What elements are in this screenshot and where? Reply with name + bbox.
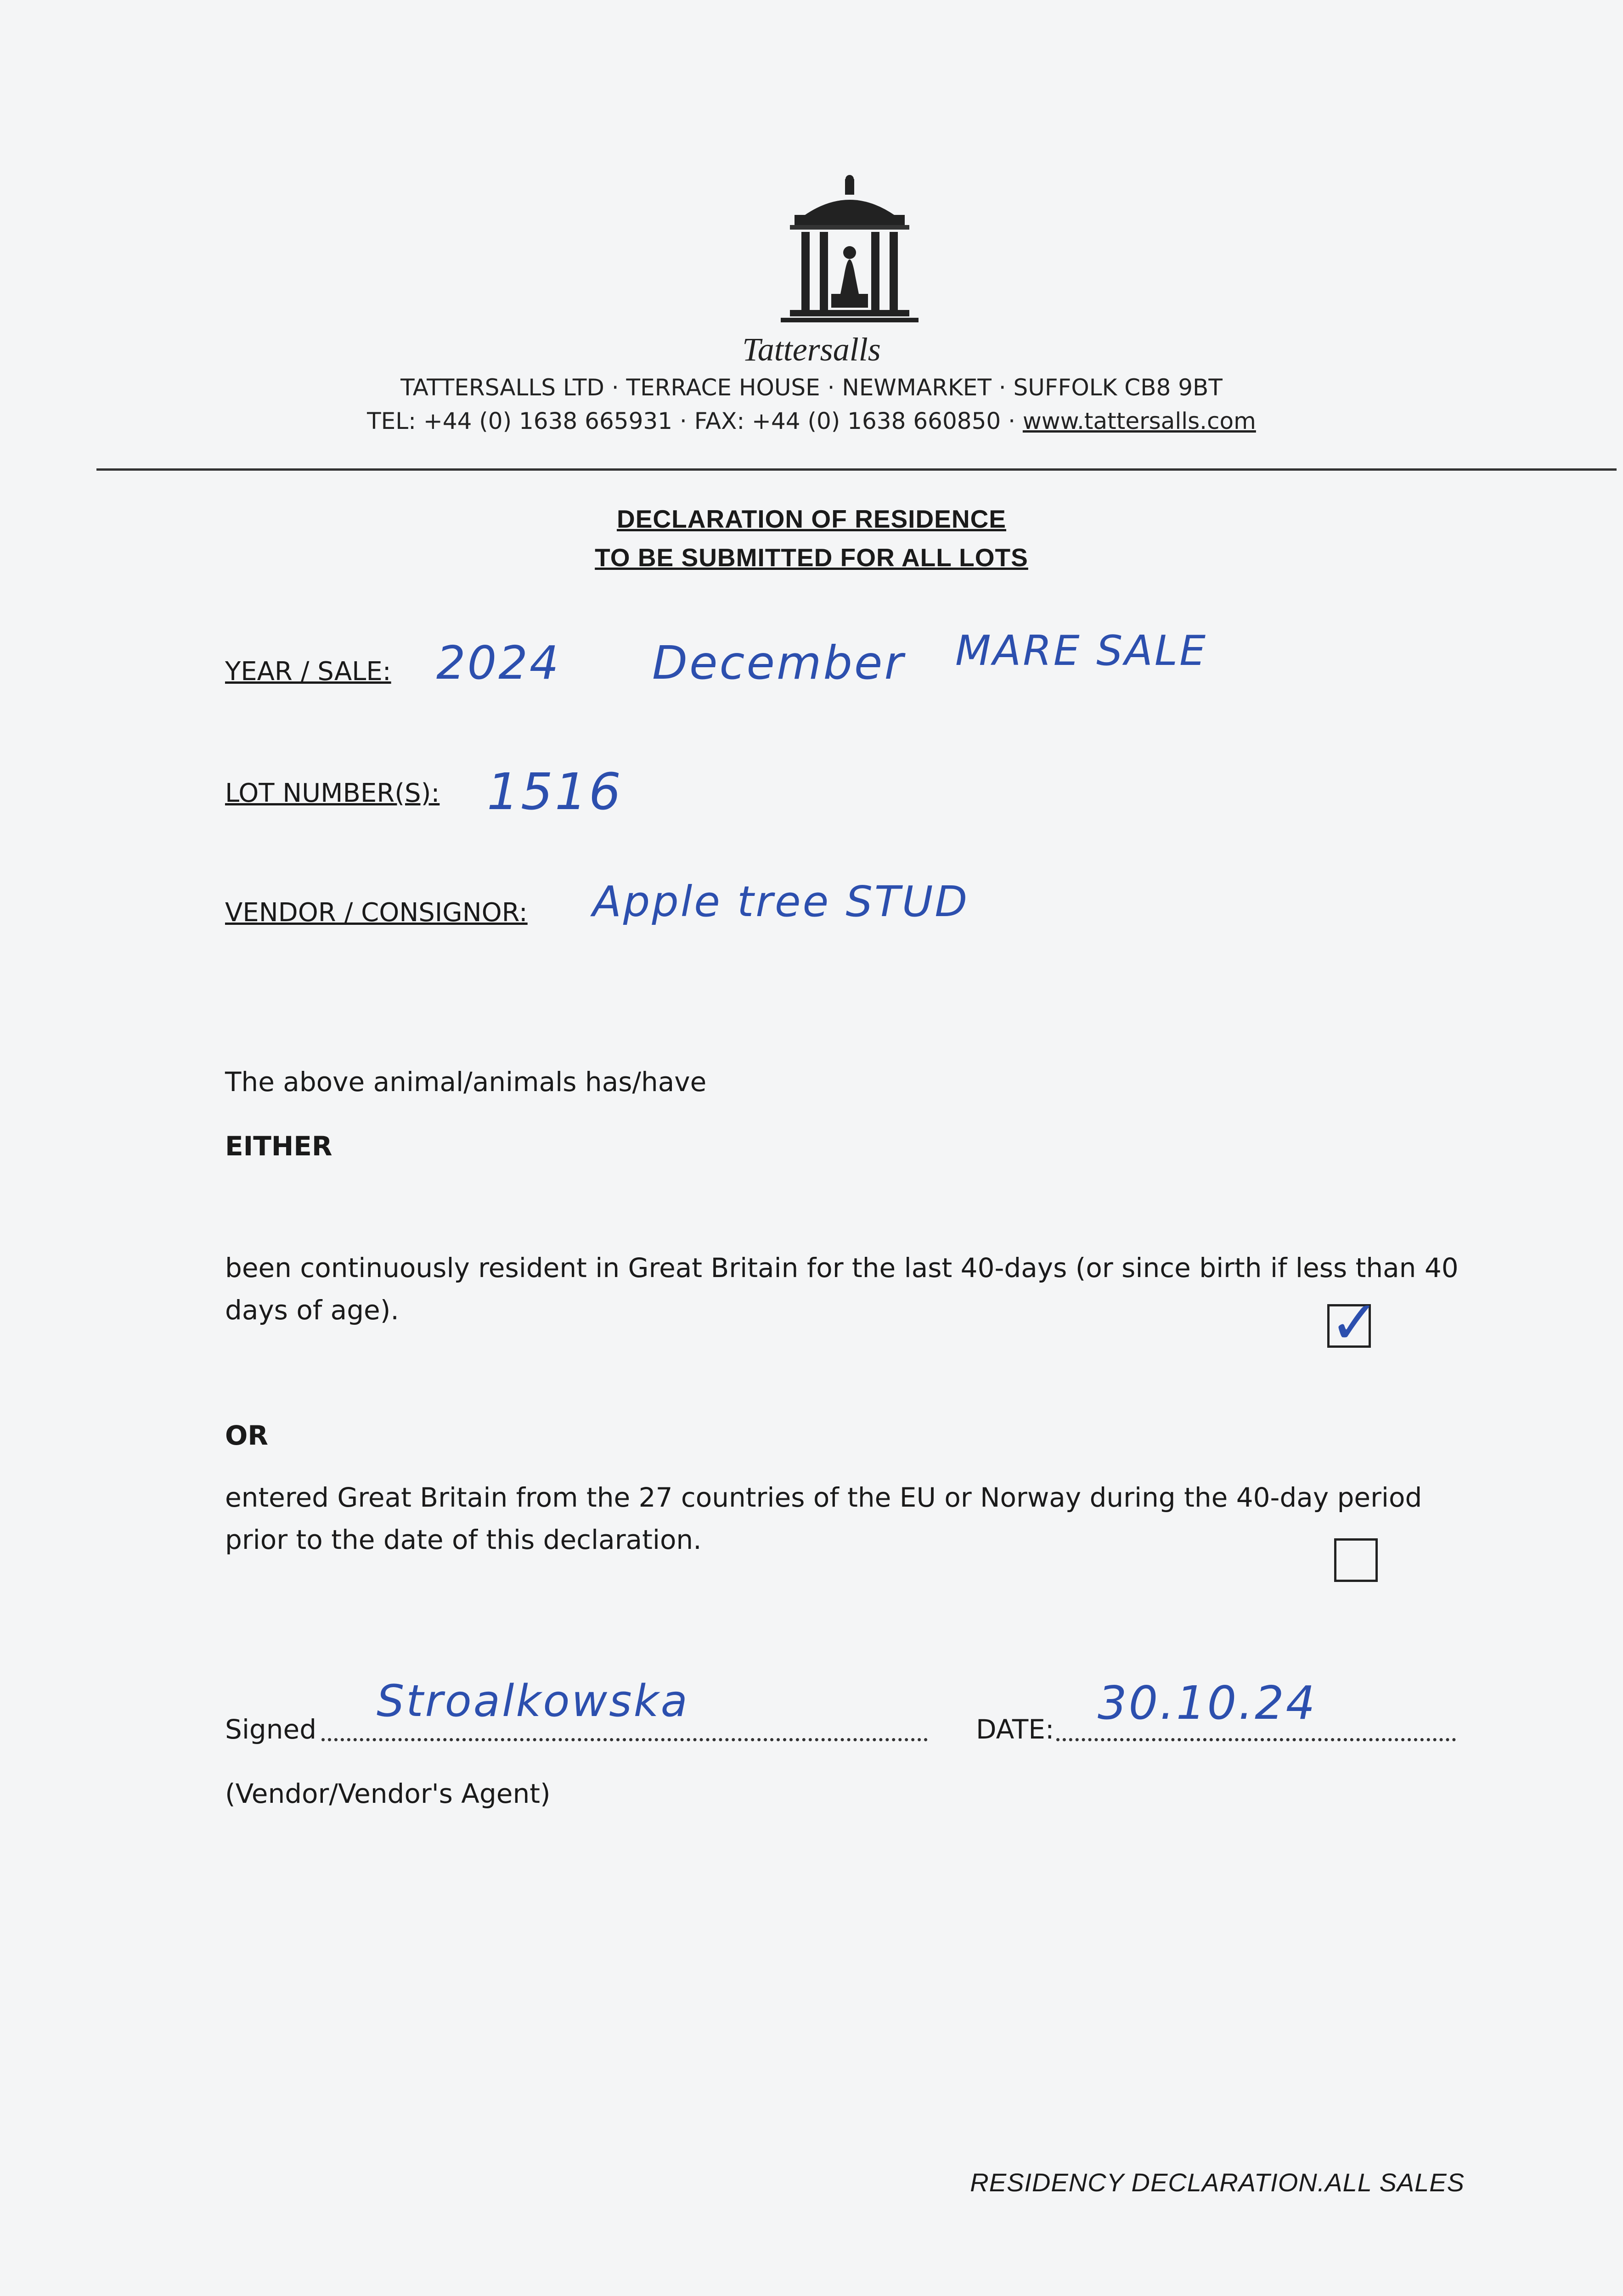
footer-reference: RESIDENCY DECLARATION.ALL SALES xyxy=(970,2168,1465,2197)
intro-text: The above animal/animals has/have xyxy=(225,1066,707,1097)
signed-label: Signed xyxy=(225,1714,317,1745)
either-label: EITHER xyxy=(225,1131,332,1162)
contact-numbers: TEL: +44 (0) 1638 665931 · FAX: +44 (0) 1638 660850 · xyxy=(367,408,1023,434)
signature-line xyxy=(321,1738,928,1741)
header-divider xyxy=(96,468,1617,471)
option-one-text: been continuously resident in Great Britain for the last 40-days (or since birth if less than 40 days of age). xyxy=(225,1252,1459,1326)
signature-value[interactable]: Stroalkowska xyxy=(377,1676,689,1727)
lot-number-label: LOT NUMBER(S): xyxy=(225,778,440,808)
date-label: DATE: xyxy=(976,1714,1054,1745)
check-mark-icon: ✓ xyxy=(1330,1288,1380,1357)
document-title: DECLARATION OF RESIDENCE xyxy=(616,505,1006,533)
option-one-checkbox[interactable] xyxy=(1327,1288,1380,1357)
vendor-value[interactable]: Apple tree STUD xyxy=(592,877,969,926)
or-label: OR xyxy=(225,1420,268,1451)
date-value[interactable]: 30.10.24 xyxy=(1098,1676,1317,1730)
year-sale-month[interactable]: December xyxy=(652,636,905,690)
company-contact xyxy=(0,408,1623,434)
option-two-text: entered Great Britain from the 27 countries of the EU or Norway during the 40-day period prior to the date of this declaration. xyxy=(225,1482,1422,1555)
vendor-label: VENDOR / CONSIGNOR: xyxy=(225,898,528,928)
brand-name: Tattersalls xyxy=(742,331,881,368)
option-two-checkbox[interactable] xyxy=(1334,1538,1378,1582)
date-line xyxy=(1056,1738,1456,1741)
year-sale-year[interactable]: 2024 xyxy=(436,636,561,690)
document-subtitle: TO BE SUBMITTED FOR ALL LOTS xyxy=(595,543,1028,572)
company-address: TATTERSALLS LTD · TERRACE HOUSE · NEWMARKET · SUFFOLK CB8 9BT xyxy=(400,374,1223,401)
year-sale-name[interactable]: MARE SALE xyxy=(955,627,1207,675)
tattersalls-logo xyxy=(776,174,923,335)
website-link[interactable]: www.tattersalls.com xyxy=(1022,408,1256,434)
signatory-role: (Vendor/Vendor's Agent) xyxy=(225,1778,551,1809)
year-sale-label: YEAR / SALE: xyxy=(225,657,391,687)
lot-number-value[interactable]: 1516 xyxy=(487,762,623,821)
